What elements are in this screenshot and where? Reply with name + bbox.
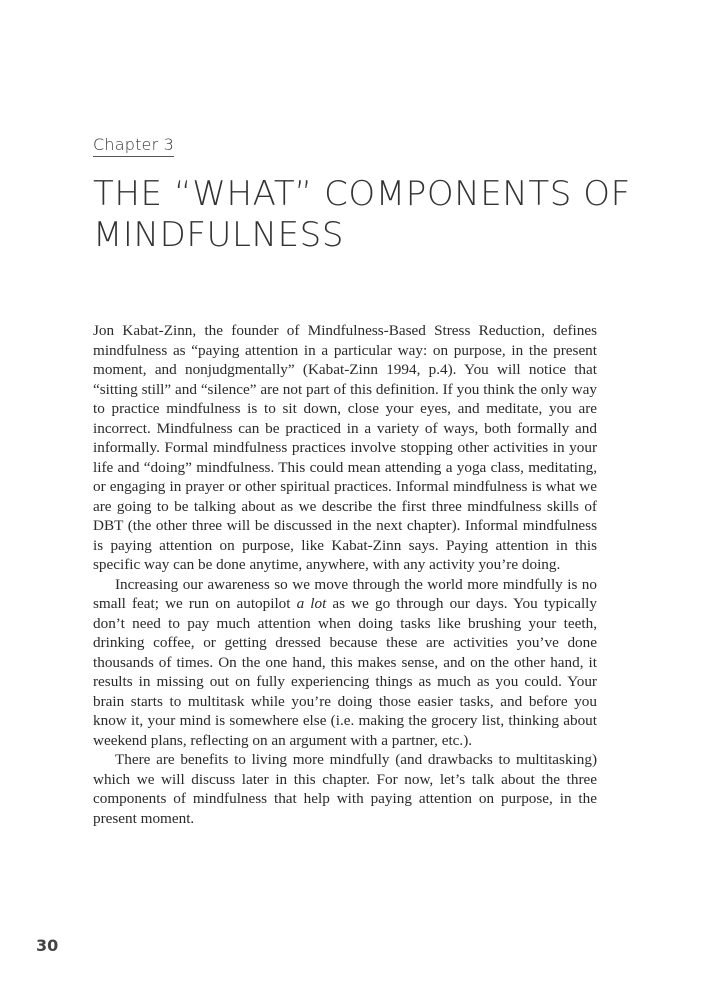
body-text — [93, 321, 597, 828]
paragraph-3 — [93, 750, 597, 828]
paragraph-2-text-start: Increasing our awareness so we move through the world more mindfully is no small feat; we run on autopilot — [93, 575, 597, 612]
paragraph-1-text: Jon Kabat-Zinn, the founder of Mindfulness-Based Stress Reduction, defines mindfulness as “paying attention in a particular way: on purpose, in the present moment, and nonjudgmentally” (Kabat-Zinn 1994, p.4). You will notice that “sitting still” and “silence” are not part of this definition. If you think the only way to practice mindfulness is to sit down, close your eyes, and meditate, you are incorrect. Mindfulness can be practiced in a variety of ways, both formally and informally. Formal mindfulness practices involve stopping other activities in your life and “doing” mindfulness. This could mean attending a yoga class, meditating, or engaging in prayer or other spiritual practices. Informal mindfulness is what we are going to be talking about as we describe the first three mindfulness skills of DBT (the other three will be discussed in the next chapter). Informal mindfulness is paying attention on purpose, like Kabat-Zinn says. Paying attention in this specific way can be done anytime, anywhere, with any activity you’re doing. — [93, 322, 597, 573]
paragraph-2-emphasis: a lot — [296, 595, 327, 612]
page-number: 30 — [36, 936, 59, 955]
paragraph-2 — [93, 575, 597, 751]
chapter-title: THE “WHAT” COMPONENTS OF MINDFULNESS — [93, 174, 631, 255]
paragraph-2-text-end: as we go through our days. You typically don’t need to pay much attention when doing tasks like brushing your teeth, drinking coffee, or getting dressed because these are activities you’ve done thousands of times. On the one hand, this makes sense, and on the other hand, it results in missing out on fully experiencing things as much as you could. Your brain starts to multitask while you’re doing those easier tasks, and before you know it, your mind is somewhere else (i.e. making the grocery list, thinking about weekend plans, reflecting on an argument with a partner, etc.). — [93, 595, 597, 749]
paragraph-3-text: There are benefits to living more mindfully (and drawbacks to multitasking) which we will discuss later in this chapter. For now, let’s talk about the three components of mindfulness that help with paying attention on purpose, in the present moment. — [93, 751, 597, 827]
chapter-label: Chapter 3 — [93, 135, 174, 157]
paragraph-1 — [93, 321, 597, 575]
